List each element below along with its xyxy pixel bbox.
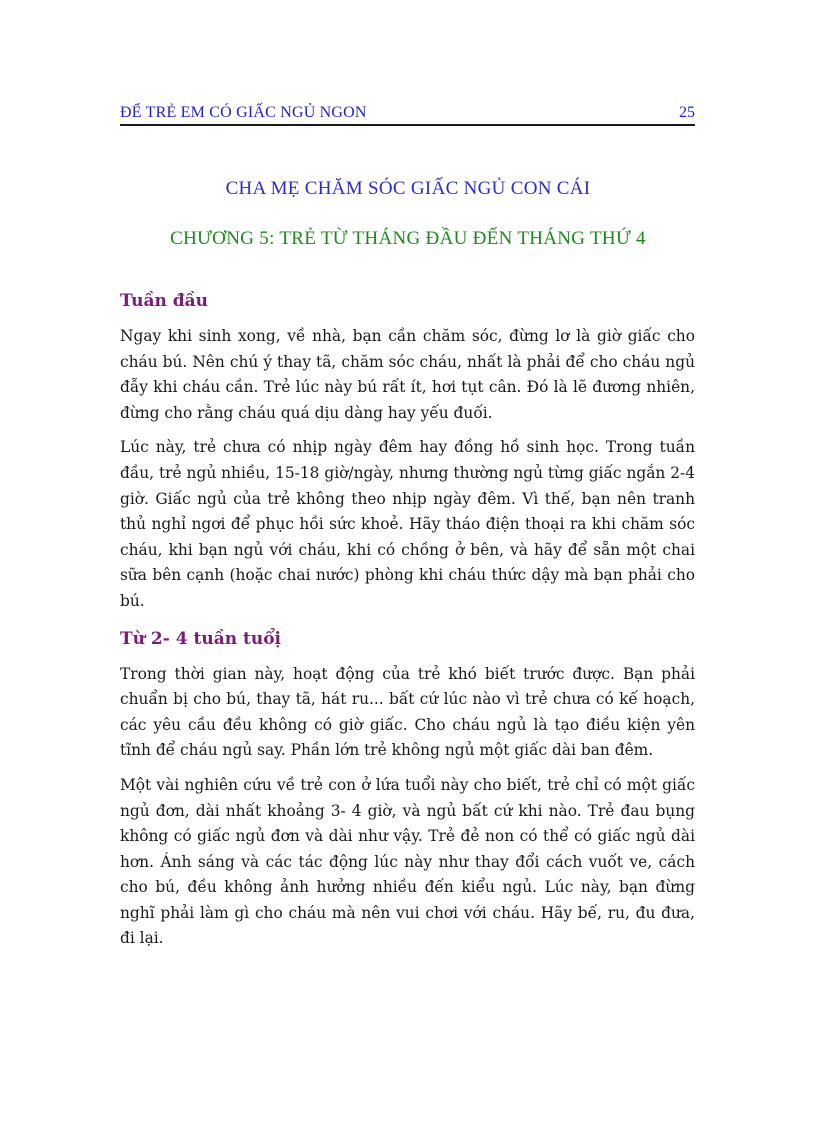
- paragraph: Một vài nghiên cứu về trẻ con ở lứa tuổi này cho biết, trẻ chỉ có một giấc ngủ đơn, dài nhất khoảng 3- 4 giờ, và ngủ bất cứ khi nào. Trẻ đau bụng không có giấc ngủ đơn và dài như vậy. Trẻ đẻ non có thể có giấc ngủ dài hơn. Ánh sáng và các tác động lúc này như thay đổi cách vuốt ve, cách cho bú, đều không ảnh hưởng nhiều đến kiểu ngủ. Lúc này, bạn đừng nghĩ phải làm gì cho cháu mà nên vui chơi với cháu. Hãy bế, ru, đu đưa, đi lại.: [120, 775, 695, 948]
- body-content: [120, 288, 695, 961]
- part-title: CHA MẸ CHĂM SÓC GIẤC NGỦ CON CÁI: [225, 178, 591, 199]
- section-first-week: [120, 288, 695, 615]
- paragraph: Trong thời gian này, hoạt động của trẻ khó biết trước được. Bạn phải chuẩn bị cho bú, thay tã, hát ru... bất cứ lúc nào vì trẻ chưa có kế hoạch, các yêu cầu đều không có giờ giấc. Cho cháu ngủ là tạo điều kiện yên tĩnh để cháu ngủ say. Phần lớn trẻ không ngủ một giấc dài ban đêm.: [120, 664, 695, 760]
- chapter-title: CHƯƠNG 5: TRẺ TỪ THÁNG ĐẦU ĐẾN THÁNG THỨ 4: [170, 228, 646, 249]
- page-header: [120, 100, 695, 126]
- running-title: ĐỂ TRẺ EM CÓ GIẤC NGỦ NGON: [120, 104, 367, 121]
- paragraph: Lúc này, trẻ chưa có nhịp ngày đêm hay đồng hồ sinh học. Trong tuần đầu, trẻ ngủ nhiều, 15-18 giờ/ngày, nhưng thường ngủ từng giấc ngắn 2-4 giờ. Giấc ngủ của trẻ không theo nhịp ngày đêm. Vì thế, bạn nên tranh thủ nghỉ ngơi để phục hồi sức khoẻ. Hãy tháo điện thoại ra khi chăm sóc cháu, khi bạn ngủ với cháu, khi có chồng ở bên, và hãy để sẵn một chai sữa bên cạnh (hoặc chai nước) phòng khi cháu thức dậy mà bạn phải cho bú.: [120, 438, 695, 610]
- section-two-to-four-weeks: [120, 626, 695, 953]
- section-heading: Từ 2- 4 tuần tuổị: [120, 628, 281, 649]
- page-number: 25: [679, 104, 695, 121]
- paragraph: Ngay khi sinh xong, về nhà, bạn cần chăm sóc, đừng lơ là giờ giấc cho cháu bú. Nên chú ý thay tã, chăm sóc cháu, nhất là phải để cho cháu ngủ đẫy khi cháu cần. Trẻ lúc này bú rất ít, hơi tụt cân. Đó là lẽ đương nhiên, đừng cho rằng cháu quá dịu dàng hay yếu đuối.: [120, 327, 695, 422]
- section-heading: Tuần đầu: [120, 291, 209, 311]
